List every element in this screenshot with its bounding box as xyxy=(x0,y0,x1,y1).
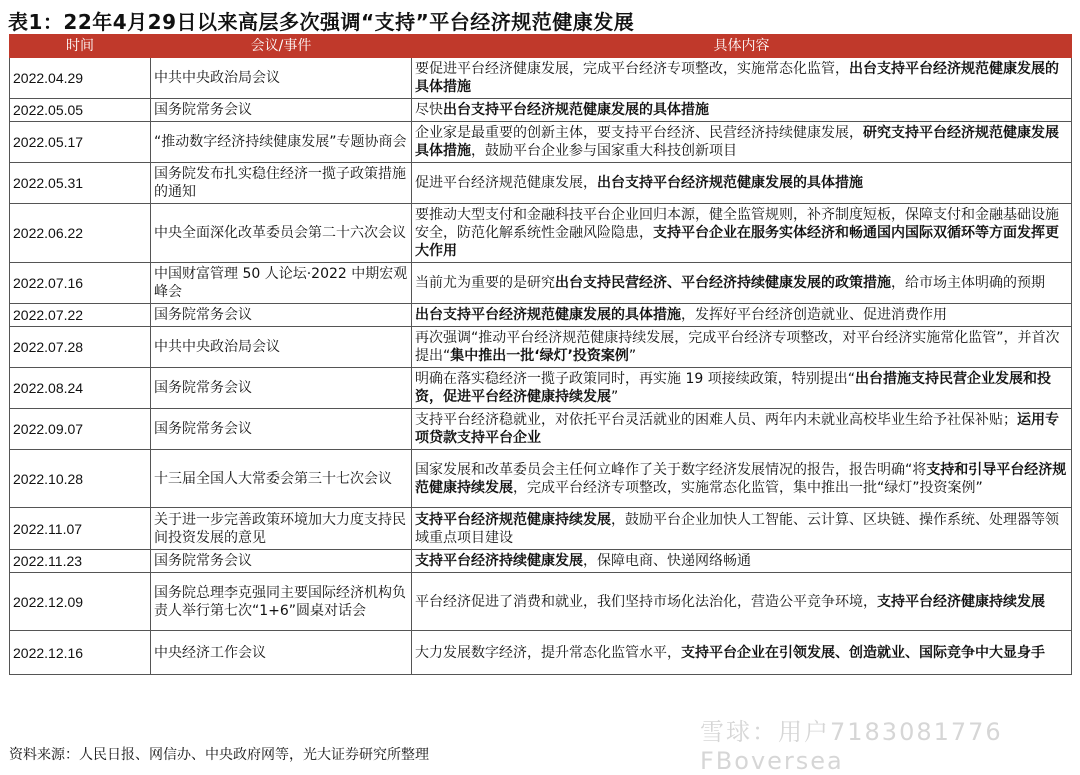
row-event: 关于进一步完善政策环境加大力度支持民间投资发展的意见 xyxy=(151,508,412,550)
row-date: 2022.07.16 xyxy=(10,263,151,304)
row-event: 国务院常务会议 xyxy=(151,409,412,450)
table-title: 表1：22年4月29日以来高层多次强调“支持”平台经济规范健康发展 xyxy=(8,10,635,34)
row-event: 国务院常务会议 xyxy=(151,304,412,327)
content-text: 明确在落实稳经济一揽子政策同时，再实施 19 项接续政策，特别提出“ xyxy=(415,371,855,387)
table-row xyxy=(10,508,1072,550)
table-row xyxy=(10,409,1072,450)
content-bold-text: 支持平台企业在引领发展、创造就业、国际竞争中大显身手 xyxy=(681,644,1045,661)
row-event: 十三届全国人大常委会第三十七次会议 xyxy=(151,450,412,508)
row-content xyxy=(412,327,1072,368)
content-text: 促进平台经济规范健康发展， xyxy=(415,175,597,191)
row-date: 2022.08.24 xyxy=(10,368,151,409)
row-date: 2022.11.23 xyxy=(10,550,151,573)
content-bold-text: 支持平台经济规范健康持续发展 xyxy=(415,511,611,528)
table-header-row xyxy=(10,35,1072,58)
header-date: 时间 xyxy=(10,35,151,58)
watermark: 雪球：用户7183081776 FBoversea xyxy=(700,718,1003,775)
table-row xyxy=(10,450,1072,508)
row-event: 中共中央政治局会议 xyxy=(151,58,412,99)
row-date: 2022.10.28 xyxy=(10,450,151,508)
row-event: 中国财富管理 50 人论坛·2022 中期宏观峰会 xyxy=(151,263,412,304)
table-row xyxy=(10,58,1072,99)
source-note: 资料来源：人民日报、网信办、中央政府网等，光大证券研究所整理 xyxy=(9,747,429,763)
row-content xyxy=(412,368,1072,409)
row-event: 中共中央政治局会议 xyxy=(151,327,412,368)
row-content xyxy=(412,550,1072,573)
content-bold-text: 出台支持平台经济规范健康发展的具体措施 xyxy=(597,175,863,191)
row-date: 2022.04.29 xyxy=(10,58,151,99)
row-date: 2022.07.28 xyxy=(10,327,151,368)
row-content xyxy=(412,99,1072,122)
row-date: 2022.11.07 xyxy=(10,508,151,550)
row-event: “推动数字经济持续健康发展”专题协商会 xyxy=(151,122,412,163)
row-date: 2022.12.09 xyxy=(10,573,151,631)
row-date: 2022.06.22 xyxy=(10,204,151,263)
row-content xyxy=(412,263,1072,304)
content-bold-text: 支持平台经济健康持续发展 xyxy=(877,593,1045,610)
row-content xyxy=(412,573,1072,631)
content-text: ，保障电商、快递网络畅通 xyxy=(583,553,751,569)
content-bold-text: 出台支持平台经济规范健康发展的具体措施 xyxy=(415,307,681,323)
content-text: 当前尤为重要的是研究 xyxy=(415,275,555,291)
content-text: ” xyxy=(611,389,619,405)
content-text: ，鼓励平台企业加快人工智能、云计算、区块链、操作系统、处理器等领域重点项目建设 xyxy=(415,511,1059,546)
content-bold-text: 支持和引导平台经济规范健康持续发展 xyxy=(415,461,1067,496)
content-bold-text: 研究支持平台经济规范健康发展具体措施 xyxy=(415,125,1059,159)
content-text: 尽快 xyxy=(415,102,443,118)
content-text: 要推动大型支付和金融科技平台企业回归本源，健全监管规则，补齐制度短板，保障支付和金融基础设施安全，防范化解系统性金融风险隐患， xyxy=(415,207,1059,241)
table-row xyxy=(10,368,1072,409)
content-bold-text: 出台支持平台经济规范健康发展的具体措施 xyxy=(443,102,709,118)
row-event: 国务院常务会议 xyxy=(151,99,412,122)
row-event: 国务院总理李克强同主要国际经济机构负责人举行第七次“1+6”圆桌对话会 xyxy=(151,573,412,631)
header-event: 会议/事件 xyxy=(151,35,412,58)
table-row xyxy=(10,631,1072,675)
content-bold-text: 出台支持平台经济规范健康发展的具体措施 xyxy=(415,61,1059,95)
row-event: 国务院常务会议 xyxy=(151,368,412,409)
row-event: 中央经济工作会议 xyxy=(151,631,412,675)
content-text: 要促进平台经济健康发展，完成平台经济专项整改，实施常态化监管， xyxy=(415,61,849,77)
row-content xyxy=(412,204,1072,263)
content-text: 大力发展数字经济，提升常态化监管水平， xyxy=(415,644,681,661)
content-bold-text: 支持平台经济持续健康发展 xyxy=(415,553,583,569)
content-text: ，发挥好平台经济创造就业、促进消费作用 xyxy=(681,307,947,323)
header-content: 具体内容 xyxy=(412,35,1072,58)
content-bold-text: 运用专项贷款支持平台企业 xyxy=(415,412,1059,446)
table-row xyxy=(10,263,1072,304)
content-text: ” xyxy=(628,348,637,364)
row-date: 2022.12.16 xyxy=(10,631,151,675)
content-text: 平台经济促进了消费和就业，我们坚持市场化法治化，营造公平竞争环境， xyxy=(415,593,877,610)
table-row xyxy=(10,550,1072,573)
row-content xyxy=(412,631,1072,675)
row-content xyxy=(412,508,1072,550)
content-text: 再次强调“推动平台经济规范健康持续发展，完成平台经济专项整改，对平台经济实施常化监管”，并首次提出“ xyxy=(415,330,1060,364)
row-event: 国务院常务会议 xyxy=(151,550,412,573)
content-bold-text: 支持平台企业在服务实体经济和畅通国内国际双循环等方面发挥更大作用 xyxy=(415,225,1059,259)
table-row xyxy=(10,304,1072,327)
row-content xyxy=(412,450,1072,508)
content-bold-text: 出台措施支持民营企业发展和投资，促进平台经济健康持续发展 xyxy=(415,371,1051,405)
content-text: ，鼓励平台企业参与国家重大科技创新项目 xyxy=(471,143,737,159)
content-text: ，完成平台经济专项整改，实施常态化监管，集中推出一批“绿灯”投资案例” xyxy=(513,479,983,496)
table-row xyxy=(10,327,1072,368)
table-row xyxy=(10,122,1072,163)
row-date: 2022.07.22 xyxy=(10,304,151,327)
content-text: 企业家是最重要的创新主体，要支持平台经济、民营经济持续健康发展， xyxy=(415,125,863,141)
table-row xyxy=(10,204,1072,263)
row-content xyxy=(412,122,1072,163)
row-content xyxy=(412,58,1072,99)
row-date: 2022.05.05 xyxy=(10,99,151,122)
row-date: 2022.05.17 xyxy=(10,122,151,163)
row-content xyxy=(412,409,1072,450)
content-text: ，给市场主体明确的预期 xyxy=(891,275,1045,291)
content-bold-text: 集中推出一批‘绿灯’投资案例 xyxy=(450,348,629,364)
table-row xyxy=(10,99,1072,122)
policy-table xyxy=(9,34,1072,675)
row-date: 2022.09.07 xyxy=(10,409,151,450)
content-text: 支持平台经济稳就业，对依托平台灵活就业的困难人员、两年内未就业高校毕业生给予社保补贴； xyxy=(415,412,1017,428)
row-date: 2022.05.31 xyxy=(10,163,151,204)
table-row xyxy=(10,573,1072,631)
content-text: 国家发展和改革委员会主任何立峰作了关于数字经济发展情况的报告，报告明确“将 xyxy=(415,461,927,478)
table-row xyxy=(10,163,1072,204)
row-content xyxy=(412,304,1072,327)
row-event: 中央全面深化改革委员会第二十六次会议 xyxy=(151,204,412,263)
row-content xyxy=(412,163,1072,204)
row-event: 国务院发布扎实稳住经济一揽子政策措施的通知 xyxy=(151,163,412,204)
content-bold-text: 出台支持民营经济、平台经济持续健康发展的政策措施 xyxy=(555,275,891,291)
